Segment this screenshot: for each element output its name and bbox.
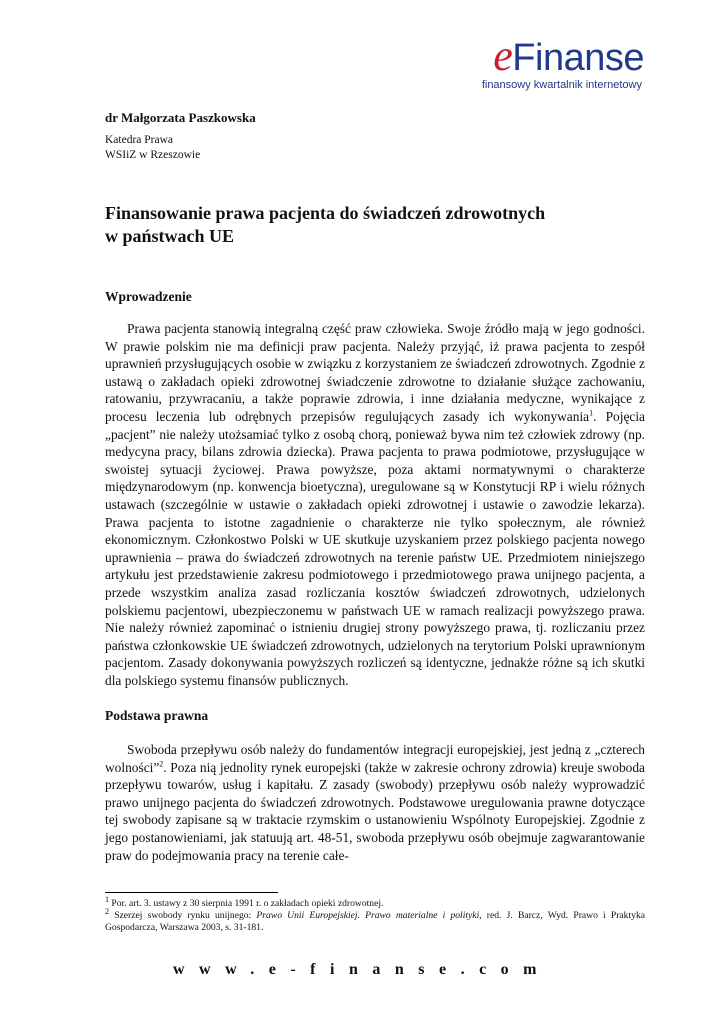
footnote-number: 1 bbox=[105, 894, 109, 904]
author-institution: WSIiZ w Rzeszowie bbox=[105, 149, 201, 161]
logo-tagline: finansowy kwartalnik internetowy bbox=[481, 79, 642, 91]
paragraph-text: Prawa pacjenta stanowią integralną część praw człowieka. Swoje źródło mają w jego godności. W prawie polskim nie ma definicji praw pacjenta. Należy przyjąć, iż prawa pacjenta to zespół uprawnień przysługujących osobie w związku z korzystaniem ze świadczeń zdrowotnych. Zgodnie z ustawą o zakładach opieki zdrowotnej świadczenie zdrowotne to działanie służące zachowaniu, ratowaniu, przywracaniu, a także poprawie zdrowia, i inne działania medyczne, wynikające z procesu leczenia lub odrębnych przepisów regulujących zasady ich wykonywania bbox=[105, 321, 645, 424]
footnote-text: Por. art. 3. ustawy z 30 sierpnia 1991 r. o zakładach opieki zdrowotnej. bbox=[111, 898, 384, 909]
footnote-book-title: Prawo Unii Europejskiej. Prawo materialne i polityki bbox=[256, 910, 480, 921]
section-heading-introduction: Wprowadzenie bbox=[105, 289, 192, 304]
section-heading-legal-basis: Podstawa prawna bbox=[105, 708, 209, 723]
logo-e-letter: e bbox=[493, 31, 513, 80]
author-department: Katedra Prawa bbox=[105, 134, 174, 146]
paragraph-text: . Pojęcia „pacjent” nie należy utożsamiać tylko z osobą chorą, ponieważ bywa nim też człowiek zdrowy (np. medycyna pracy, bilans zdrowia dziecka). Prawa pacjenta to prawa podmiotowe, przysługujące w swoistej sytuacji życiowej. Prawa powyższe, poza aktami normatywnymi o charakterze międzynarodowym (np. konwencja bioetyczna), uregulowane są w Konstytucji RP i wielu różnych ustawach (szczególnie w ustawie o zakładach opieki zdrowotnej i ustawie o zawodzie lekarza). Prawa pacjenta to istotne zagadnienie o charakterze nie tylko społecznym, ale również ekonomicznym. Członkostwo Polski w UE skutkuje uzyskaniem przez polskiego pacjenta nowego uprawnienia – prawa do świadczeń zdrowotnych na terenie państw UE. Przedmiotem niniejszego artykułu jest przedstawienie zakresu podmiotowego i przedmiotowego prawa unijnego pacjenta, a przede wszystkim analiza zasad rozliczania kosztów świadczeń zdrowotnych, udzielonych polskiemu pacjentowi, ubezpieczonemu w państwach UE w ramach realizacji powyższego prawa. Nie należy również zapominać o istnieniu drugiej strony powyższego prawa, tj. rozliczaniu przez państwa członkowskie UE świadczeń zdrowotnych, udzielonych na terytorium Polski uprawnionym pacjentom. Zasady dokonywania powyższych rozliczeń są identyczne, jednakże różne są ich skutki dla polskiego systemu finansów publicznych. bbox=[105, 408, 645, 688]
article-title bbox=[105, 202, 645, 248]
footnotes bbox=[105, 894, 645, 934]
logo-name: Finanse bbox=[512, 37, 644, 79]
footnote-number: 2 bbox=[105, 906, 109, 916]
author-block bbox=[105, 110, 645, 163]
footnote-ref-1[interactable]: 1 bbox=[589, 408, 594, 418]
footnote-text: , red. J. Barcz, Wyd. Prawo i Praktyka Gospodarcza, Warszawa 2003, s. 31-181. bbox=[105, 910, 645, 933]
author-name: dr Małgorzata Paszkowska bbox=[105, 110, 256, 125]
footnote-ref-2[interactable]: 2 bbox=[159, 759, 164, 769]
paragraph-legal-basis bbox=[105, 741, 645, 864]
footnote-1 bbox=[105, 894, 645, 910]
paragraph-text: . Poza nią jednolity rynek europejski (także w zakresie ochrony zdrowia) kreuje swoboda przepływu towarów, usług i kapitału. Z zasady (swobody) przepływu osób należy wyprowadzić prawo unijnego pacjenta do świadczeń zdrowotnych. Podstawowe uregulowania prawne dotyczące tej swobody zapisane są w traktacie rzymskim o ustanowieniu Wspólnoty Europejskiej. Zgodnie z jego postanowieniami, jak statuują art. 48-51, swoboda przepływu osób obejmuje zagwarantowanie praw do podejmowania pracy na terenie całe- bbox=[105, 759, 645, 863]
title-line-1: Finansowanie prawa pacjenta do świadczeń zdrowotnych bbox=[105, 203, 546, 223]
paragraph-introduction bbox=[105, 320, 645, 689]
footnote-2 bbox=[105, 906, 645, 934]
paragraph-text: Swoboda przepływu osób należy do fundamentów integracji europejskiej, jest jedną z „czterech wolności” bbox=[105, 742, 645, 775]
footer-website-link[interactable]: www.e-finanse.com bbox=[172, 961, 552, 978]
logo-wordmark bbox=[482, 31, 644, 80]
title-line-2: w państwach UE bbox=[105, 226, 235, 246]
footnote-divider bbox=[105, 892, 278, 893]
footnote-text: Szerzej swobody rynku unijnego: bbox=[114, 910, 257, 921]
efinanse-logo bbox=[481, 31, 644, 91]
